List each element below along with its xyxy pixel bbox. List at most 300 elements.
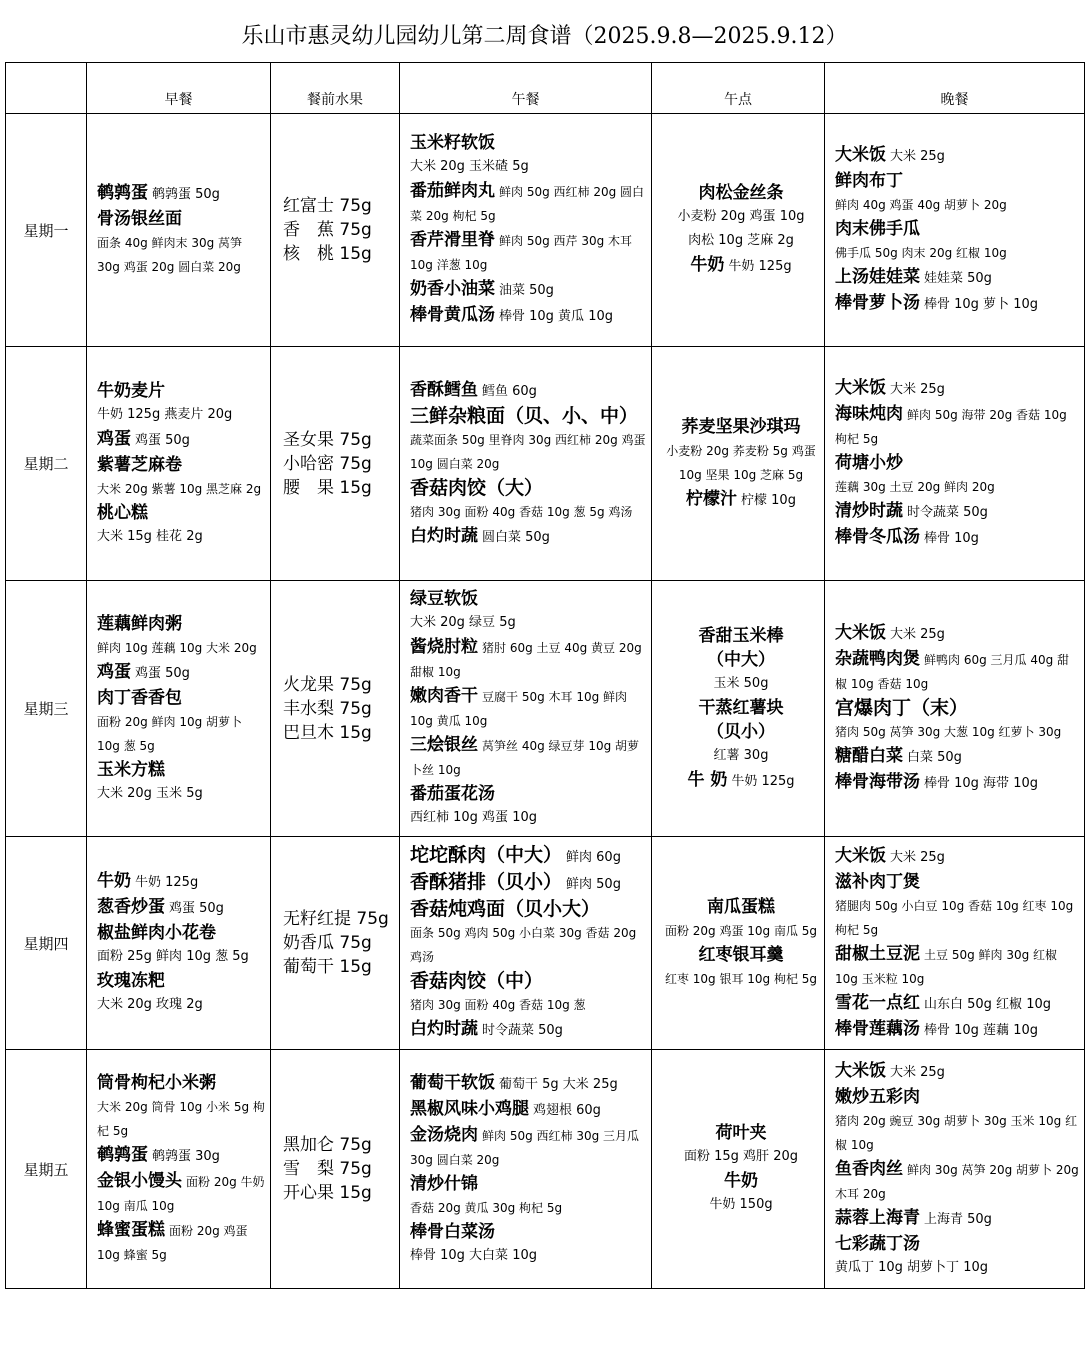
fruit-item: 小哈密 75g [283,453,372,474]
dish-name: 大米饭 [835,623,886,643]
lunch-item [410,1172,647,1196]
dish-name: 黑椒风味小鸡腿 [410,1098,529,1119]
dish-name: 棒骨白菜汤 [410,1221,495,1242]
fruit-item: 无籽红提 75g [283,909,389,929]
dinner-item [835,1157,1080,1206]
ingredient-text: 鲜肉 60g [566,850,621,865]
dish-name: 香菇肉饺（大） [410,476,544,499]
lunch-item [410,1196,647,1220]
dish-name: 大米饭 [835,845,886,866]
dinner-item [835,647,1080,696]
ingredient-text: 大米 20g 玉米 5g [97,785,203,801]
lunch-item [410,476,647,500]
dinner-cell [825,347,1085,581]
snack-cell [652,347,825,581]
breakfast-item [97,1169,266,1218]
dinner-item [835,991,1080,1017]
dinner-item [835,844,1080,870]
dinner-item [835,525,1080,551]
snack-item [662,768,820,794]
snack-cell [652,837,825,1050]
day-row [6,837,1085,1050]
ingredient-text: 面条 40g 鲜肉末 30g 莴笋 30g 鸡蛋 20g 圆白菜 20g [97,236,243,274]
lunch-item [410,870,647,897]
ingredient-text: 牛奶 125g [728,259,792,274]
breakfast-item [97,453,266,477]
day-row [6,1050,1085,1289]
lunch-item [410,303,647,329]
ingredient-text: 大米 20g 筒骨 10g 小米 5g 枸杞 5g [97,1100,265,1138]
fruit-item: 奶香瓜 75g [283,933,372,953]
dish-name: 桃心糕 [97,502,148,523]
dish-name: 坨坨酥肉（中大） [410,844,563,866]
snack-item [662,720,820,744]
ingredient-text: 蔬菜面条 50g 里脊肉 30g 西红柿 20g 鸡蛋 10g 圆白菜 20g [410,432,646,471]
dish-name: 白灼时蔬 [410,1019,478,1039]
lunch-cell [400,581,652,837]
dish-name: 紫薯芝麻卷 [97,454,182,475]
ingredient-text: 牛奶 150g [709,1197,773,1212]
ingredient-text: 牛奶 125g [731,773,795,789]
dinner-item [835,621,1080,647]
fruit-cell [271,581,400,837]
snack-item [662,1145,820,1169]
breakfast-item [97,525,266,549]
snack-item [662,1121,820,1145]
snack-item [662,672,820,696]
dinner-item [835,1059,1080,1085]
dish-name: 荷塘小炒 [835,453,903,473]
ingredient-text: 鸡翅根 60g [533,1102,601,1118]
ingredient-text: 面粉 15g 鸡肝 20g [684,1149,798,1164]
ingredient-text: 肉松 10g 芝麻 2g [688,233,794,248]
dish-name: 滋补肉丁煲 [835,871,920,892]
ingredient-text: 鲜肉 50g 海带 20g 香菇 10g 枸杞 5g [835,408,1067,446]
dinner-item [835,451,1080,475]
ingredient-text: 鸡蛋 50g [135,432,190,448]
dish-name: 甜椒土豆泥 [835,943,920,964]
ingredient-text: 上海青 50g [924,1211,992,1227]
ingredient-text: 棒骨 10g 莲藕 10g [924,1022,1038,1038]
snack-item [662,487,820,513]
dish-name: 葡萄干软饭 [410,1072,495,1093]
ingredient-text: 面条 50g 鸡肉 50g 小白菜 30g 香菇 20g 鸡汤 [410,926,637,964]
lunch-item [410,611,647,635]
lunch-item [410,635,647,684]
fruit-item: 丰水梨 75g [283,698,372,719]
dish-name: 红枣银耳羹 [698,945,784,965]
dish-name: 肉末佛手瓜 [835,219,920,239]
menu-table [5,62,1085,1289]
fruit-item: 红富士 75g [283,196,372,216]
fruit-item: 开心果 15g [283,1183,372,1203]
dinner-item [835,265,1080,291]
dish-name: 牛奶 [690,255,725,275]
ingredient-text: 面粉 20g 鲜肉 10g 胡萝卜 10g 葱 5g [97,714,243,753]
dinner-cell [825,1050,1085,1289]
fruit-item: 葡萄干 15g [283,957,372,977]
fruit-item: 圣女果 75g [283,429,372,450]
snack-item [662,744,820,768]
header-snack: 午点 [652,63,825,114]
ingredient-text: 鲜肉 50g 西红柿 20g 圆白菜 20g 枸杞 5g [410,185,645,223]
dish-name: 香菇肉饺（中） [410,970,544,992]
dish-name: 干蒸红薯块 [698,697,784,718]
ingredient-text: 鲜肉 10g 莲藕 10g 大米 20g [97,640,257,655]
breakfast-item [97,636,266,660]
snack-item [662,1169,820,1193]
ingredient-text: 香菇 20g 黄瓜 30g 枸杞 5g [410,1200,563,1215]
ingredient-text: 鹌鹑蛋 50g [152,187,220,202]
fruit-item: 巴旦木 15g [283,722,372,743]
fruit-item: 核 桃 15g [283,244,372,264]
dish-name: 大米饭 [835,378,886,398]
dish-name: 白灼时蔬 [410,525,478,546]
lunch-item [410,500,647,524]
dish-name: 三烩银丝 [410,735,478,755]
dish-name: 大米饭 [835,145,886,165]
fruit-item: 腰 果 15g [283,477,372,498]
lunch-item [410,921,647,969]
ingredient-text: 鲜鸭肉 60g 三月瓜 40g 甜椒 10g 香菇 10g [835,653,1070,691]
dinner-item [835,1206,1080,1232]
header-dinner: 晚餐 [825,63,1085,114]
ingredient-text: 大米 20g 玉米碴 5g [410,159,529,174]
ingredient-text: 油菜 50g [499,283,554,298]
dish-name: 牛奶 [724,1171,758,1191]
ingredient-text: 大米 15g 桂花 2g [97,528,203,544]
lunch-item [410,1244,647,1268]
lunch-item [410,428,647,476]
dish-name: 柠檬汁 [686,488,738,509]
dish-name: 棒骨黄瓜汤 [410,305,495,325]
breakfast-item [97,379,266,403]
dinner-item [835,696,1080,720]
ingredient-text: 棒骨 10g 大白菜 10g [410,1247,537,1263]
ingredient-text: 小麦粉 20g 鸡蛋 10g [677,209,805,224]
snack-item [662,895,820,919]
fruit-item: 雪 梨 75g [283,1159,372,1179]
day-row [6,114,1085,347]
ingredient-text: 大米 25g [890,1064,945,1080]
dinner-item [835,217,1080,241]
dish-name: 荞麦坚果沙琪玛 [681,416,801,437]
header-row [6,63,1085,114]
ingredient-text: 鲜肉 40g 鸡蛋 40g 胡萝卜 20g [835,198,1007,212]
dinner-cell [825,581,1085,837]
dish-name: 三鲜杂粮面（贝、小、中） [410,404,639,427]
lunch-cell [400,837,652,1050]
ingredient-text: 玉米 50g [713,675,769,691]
dish-name: 杂蔬鸭肉煲 [835,649,920,669]
lunch-item [410,806,647,830]
dish-name: 棒骨海带汤 [835,772,920,792]
header-corner [6,63,87,114]
day-row [6,347,1085,581]
lunch-item [410,228,647,277]
snack-item [662,624,820,648]
dish-name: 鹌鹑蛋 [97,183,148,203]
breakfast-item [97,1071,266,1095]
header-lunch: 午餐 [400,63,652,114]
snack-item [662,1193,820,1217]
dish-name: 嫩肉香干 [410,686,478,706]
fruit-cell [271,1050,400,1289]
ingredient-text: 鸡蛋 50g [169,901,224,916]
lunch-item [410,277,647,303]
ingredient-text: 娃娃菜 50g [924,271,992,286]
day-label: 星期三 [6,581,87,837]
dinner-item [835,499,1080,525]
day-row [6,581,1085,837]
breakfast-item [97,403,266,427]
dish-name: 椒盐鲜肉小花卷 [97,923,216,943]
dinner-item [835,744,1080,770]
ingredient-text: 鹌鹑蛋 30g [152,1149,220,1164]
ingredient-text: 大米 25g [890,849,945,865]
dish-name: 牛奶 [97,871,131,891]
lunch-item [410,684,647,733]
header-breakfast: 早餐 [87,63,271,114]
ingredient-text: 牛奶 125g 燕麦片 20g [97,406,233,422]
fruit-item: 火龙果 75g [283,674,372,695]
fruit-cell [271,114,400,347]
ingredient-text: 大米 20g 绿豆 5g [410,615,516,630]
ingredient-text: 小麦粉 20g 荞麦粉 5g 鸡蛋 10g 坚果 10g 芝麻 5g [666,443,816,482]
ingredient-text: 鸡蛋 50g [135,665,190,681]
dish-name: 鲜肉布丁 [835,171,903,191]
ingredient-text: 圆白菜 50g [482,529,550,545]
ingredient-text: 面粉 20g 牛奶 10g 南瓜 10g [97,1175,265,1213]
dish-name: 香芹滑里脊 [410,230,495,250]
ingredient-text: 面粉 20g 鸡蛋 10g 南瓜 5g [664,924,818,938]
ingredient-text: 大米 20g 玫瑰 2g [97,997,203,1012]
header-fruit: 餐前水果 [271,63,400,114]
snack-cell [652,114,825,347]
ingredient-text: 鲜肉 50g 西红柿 30g 三月瓜 30g 圆白菜 20g [410,1128,640,1167]
fruit-item: 黑加仑 75g [283,1135,372,1155]
snack-item [662,253,820,279]
dish-name: 雪花一点红 [835,992,920,1013]
ingredient-text: 大米 25g [890,149,945,164]
dish-name: 番茄蛋花汤 [410,784,495,804]
ingredient-text: 猪肉 30g 面粉 40g 香菇 10g 葱 [410,998,586,1012]
breakfast-cell [87,1050,271,1289]
dinner-cell [825,114,1085,347]
dish-name: 酱烧肘粒 [410,637,478,657]
breakfast-item [97,231,266,279]
breakfast-item [97,477,266,501]
dinner-item [835,1085,1080,1109]
dish-name: 葱香炒蛋 [97,897,165,917]
lunch-item [410,404,647,428]
dish-name: 大米饭 [835,1060,886,1081]
breakfast-item [97,993,266,1017]
dish-name: 莲藕鲜肉粥 [97,613,182,634]
lunch-item [410,1097,647,1123]
lunch-item [410,897,647,921]
ingredient-text: 棒骨 10g [924,531,979,546]
ingredient-text: 葡萄干 5g 大米 25g [499,1076,618,1092]
lunch-item [410,969,647,993]
dish-name: 牛奶麦片 [97,380,165,401]
dish-name: 肉松金丝条 [698,183,784,203]
dish-name: （中大） [707,649,775,670]
dinner-item [835,870,1080,894]
dish-name: 香甜玉米棒 [698,625,784,646]
breakfast-item [97,895,266,921]
snack-cell [652,1050,825,1289]
dish-name: 牛 奶 [687,769,728,790]
breakfast-item [97,921,266,945]
breakfast-item [97,686,266,710]
ingredient-text: 柠檬 10g [741,492,796,508]
dish-name: 上汤娃娃菜 [835,267,920,287]
lunch-item [410,843,647,870]
snack-cell [652,581,825,837]
dish-name: 香酥鳕鱼 [410,379,478,400]
lunch-item [410,1220,647,1244]
ingredient-text: 猪肉 30g 面粉 40g 香菇 10g 葱 5g 鸡汤 [410,504,633,519]
dinner-item [835,291,1080,317]
ingredient-text: 白菜 50g [907,750,962,765]
ingredient-text: 猪肉 50g 莴笋 30g 大葱 10g 红萝卜 30g [835,725,1062,739]
snack-item [662,919,820,943]
dish-name: 玉米籽软饭 [410,133,495,153]
breakfast-cell [87,581,271,837]
breakfast-item [97,427,266,453]
dinner-item [835,894,1080,942]
breakfast-item [97,1143,266,1169]
dish-name: 玉米方糕 [97,759,165,780]
dinner-item [835,770,1080,796]
snack-item [662,205,820,229]
dish-name: 玫瑰冻粑 [97,971,165,991]
lunch-item [410,1071,647,1097]
dish-name: 鸡蛋 [97,428,131,449]
dish-name: 香酥猪排（贝小） [410,871,563,893]
ingredient-text: 豆腐干 50g 木耳 10g 鲜肉 10g 黄瓜 10g [410,690,628,728]
ingredient-text: 牛奶 125g [135,875,199,890]
dish-name: 肉丁香香包 [97,687,182,708]
snack-item [662,415,820,439]
dinner-item [835,1109,1080,1157]
dish-name: 蜂蜜蛋糕 [97,1220,165,1240]
dinner-item [835,143,1080,169]
ingredient-text: 面粉 20g 鸡蛋 10g 蜂蜜 5g [97,1224,248,1262]
ingredient-text: 面粉 25g 鲜肉 10g 葱 5g [97,949,249,964]
dish-name: 金银小馒头 [97,1171,182,1191]
ingredient-text: 红薯 30g [713,747,769,763]
dish-name: 南瓜蛋糕 [707,897,775,917]
day-label: 星期四 [6,837,87,1050]
ingredient-text: 大米 25g [890,382,945,397]
lunch-item [410,378,647,404]
dinner-item [835,1017,1080,1043]
breakfast-item [97,969,266,993]
dish-name: 骨汤银丝面 [97,209,182,229]
snack-item [662,943,820,967]
breakfast-item [97,1095,266,1143]
ingredient-text: 土豆 50g 鲜肉 30g 红椒 10g 玉米粒 10g [835,947,1058,986]
breakfast-item [97,501,266,525]
dinner-item [835,1232,1080,1256]
breakfast-item [97,869,266,895]
breakfast-item [97,181,266,207]
dish-name: 筒骨枸杞小米粥 [97,1073,216,1093]
breakfast-item [97,758,266,782]
lunch-item [410,524,647,550]
snack-item [662,648,820,672]
ingredient-text: 猪腿肉 50g 小白豆 10g 香菇 10g 红枣 10g 枸杞 5g [835,898,1074,937]
dish-name: 清炒时蔬 [835,501,903,521]
dinner-item [835,169,1080,193]
dish-name: 嫩炒五彩肉 [835,1086,920,1107]
dish-name: 绿豆软饭 [410,589,478,609]
ingredient-text: 大米 25g [890,627,945,642]
dish-name: 清炒什锦 [410,1173,478,1194]
dinner-item [835,376,1080,402]
dish-name: （贝小） [707,721,775,742]
ingredient-text: 棒骨 10g 萝卜 10g [924,297,1038,312]
dish-name: 荷叶夹 [715,1123,767,1143]
dish-name: 鹌鹑蛋 [97,1145,148,1165]
ingredient-text: 莲藕 30g 土豆 20g 鲜肉 20g [835,480,995,494]
ingredient-text: 佛手瓜 50g 肉末 20g 红椒 10g [835,246,1007,260]
dish-name: 棒骨莲藕汤 [835,1018,920,1039]
dish-name: 七彩蔬丁汤 [835,1233,920,1254]
lunch-item [410,782,647,806]
snack-item [662,696,820,720]
ingredient-text: 山东白 50g 红椒 10g [924,996,1051,1012]
lunch-item [410,993,647,1017]
lunch-item [410,155,647,179]
dinner-item [835,193,1080,217]
dish-name: 海味炖肉 [835,404,903,424]
dish-name: 番茄鲜肉丸 [410,181,495,201]
breakfast-item [97,945,266,969]
dish-name: 棒骨冬瓜汤 [835,527,920,547]
ingredient-text: 鲜肉 50g 西芹 30g 木耳 10g 洋葱 10g [410,234,633,272]
lunch-item [410,179,647,228]
ingredient-text: 红枣 10g 银耳 10g 枸杞 5g [664,972,818,986]
ingredient-text: 鲜肉 30g 莴笋 20g 胡萝卜 20g 木耳 20g [835,1162,1079,1201]
ingredient-text: 鳕鱼 60g [482,383,537,399]
lunch-cell [400,114,652,347]
dinner-item [835,475,1080,499]
lunch-item [410,1123,647,1172]
dinner-item [835,942,1080,991]
dinner-item [835,1256,1080,1280]
breakfast-item [97,207,266,231]
fruit-item: 香 蕉 75g [283,220,372,240]
breakfast-cell [87,347,271,581]
ingredient-text: 鲜肉 50g [566,877,621,892]
day-label: 星期二 [6,347,87,581]
breakfast-item [97,782,266,806]
snack-item [662,181,820,205]
breakfast-cell [87,114,271,347]
dinner-item [835,241,1080,265]
breakfast-cell [87,837,271,1050]
day-label: 星期一 [6,114,87,347]
ingredient-text: 时令蔬菜 50g [907,505,988,520]
dish-name: 宫爆肉丁（末） [835,697,969,719]
breakfast-item [97,660,266,686]
snack-item [662,439,820,487]
lunch-cell [400,347,652,581]
dish-name: 香菇炖鸡面（贝小大） [410,898,601,920]
